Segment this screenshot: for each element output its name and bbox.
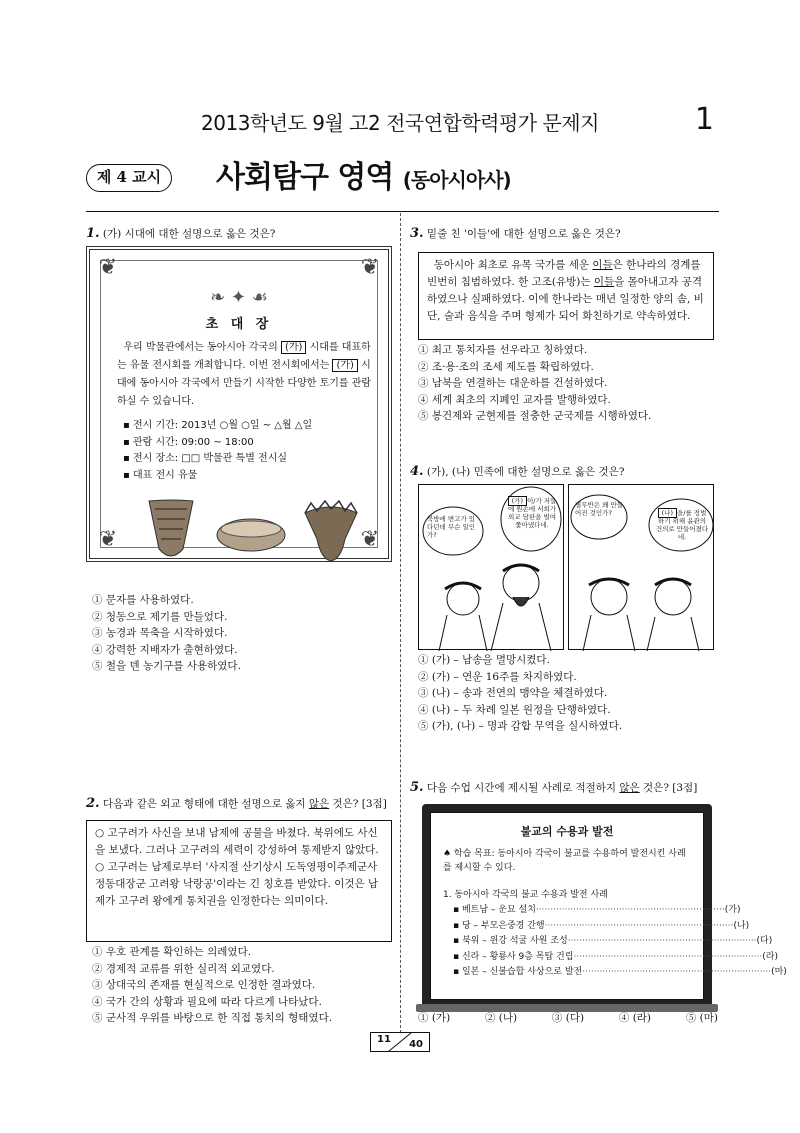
speech-bubble-4 [655,509,709,541]
prompt-text: 밑줄 친 '이들'에 대한 설명으로 옳은 것은? [426,228,621,240]
source-text: 은 한나라의 경계를 빈번히 침범하였다. 한 고조(유방)는 [427,259,701,288]
underlined-idle: 이들 [593,276,615,288]
question-3-options [418,342,718,425]
corner-ornament-icon: ❦ [360,527,380,552]
case-text: ▪ 베트남 – 운묘 설치 [453,905,536,915]
option-1[interactable]: ① 우호 관계를 확인하는 의례였다. [92,946,252,958]
current-page: 11 [377,1034,391,1045]
info-item: ▪ 전시 장소: □□ 박물관 특별 전시실 [123,453,288,464]
speech-bubble-2 [507,497,557,529]
question-5-options [418,1010,718,1027]
option-3[interactable]: ③ (나) – 송과 전연의 맹약을 체결하였다. [418,687,608,699]
board-title: 불교의 수용과 발전 [520,825,614,838]
invitation-title: 초 대 장 [205,317,273,332]
blank-ga: (가) [508,496,527,506]
list-item [453,934,773,950]
blank-ga: (가) [281,341,306,354]
corner-ornament-icon: ❦ [98,527,118,552]
leader-dots: ·································································· [544,920,734,931]
session-badge: 제 4 교시 [86,164,172,192]
list-item [453,950,778,966]
source-paragraph: ○ 고구려는 남제로부터 '사지절 산기상시 도독영평이주제군사 정동대장군 고려왕 낙랑공'이라는 긴 칭호를 받았다. 이것은 남제가 고구려 왕에게 통치권을 인정한다는 의미이다. [95,861,379,907]
case-tag: (나) [733,920,750,931]
option-4[interactable]: ④ 강력한 지배자가 출현하였다. [92,643,238,656]
prompt-text: 것은? [3점] [643,782,698,794]
header-rule [86,211,719,212]
invitation-body [117,339,373,411]
option-2[interactable]: ② (나) [484,1012,518,1024]
prompt-emphasis: 않은 [308,798,330,810]
case-tag: (가) [724,905,741,915]
list-heading: 1. 동아시아 각국의 불교 수용과 발전 사례 [443,890,608,900]
info-item: ▪ 관람 시간: 09:00 ~ 18:00 [123,436,254,448]
question-2-prompt [86,796,396,811]
blank-na: (나) [658,508,677,518]
flame-rim-pot-icon [305,507,357,561]
case-tag: (마) [771,967,787,977]
option-1[interactable]: ① 문자를 사용하였다. [92,594,194,606]
page-number: 1 [694,102,714,137]
question-1-prompt [86,226,392,241]
blackboard [422,804,787,1008]
list-item [453,965,787,981]
prompt-text: 다음과 같은 외교 형태에 대한 설명으로 옳지 [102,798,306,810]
source-text: 을 몰아내고자 공격하였으나 실패하였다. 이에 한나라는 매년 일정한 양의 솜, 비단, 술과 음식을 주며 형제가 되어 화친하기로 약속하였다. [427,276,704,322]
option-3[interactable]: ③ 남북을 연결하는 대운하를 건설하였다. [418,377,608,389]
question-4-options [418,652,718,735]
case-text: ▪ 신라 – 황룡사 9층 목탑 건립 [453,951,574,962]
option-3[interactable]: ③ 상대국의 존재를 현실적으로 인정한 결과였다. [92,979,316,991]
option-2[interactable]: ② 청동으로 제기를 만들었다. [92,610,228,623]
learning-goal: ♠ 학습 목표: 동아시아 각국이 불교를 수용하여 발전시킨 사례를 제시할 수 있다. [443,849,686,873]
case-text: ▪ 북위 – 윈강 석굴 사원 조성 [453,936,568,946]
invitation-text: 시대를 대표하는 유물 전시회를 개최합니다. 이번 전시회에서는 [117,342,371,371]
option-2[interactable]: ② 경제적 교류를 위한 실리적 외교였다. [92,962,275,975]
case-tag: (다) [756,936,773,946]
comic-strip [418,484,714,650]
option-4[interactable]: ④ 국가 간의 상황과 필요에 따라 다르게 나타났다. [92,995,322,1008]
subject-title [216,152,511,196]
option-5[interactable]: ⑤ 봉건제와 군현제를 절충한 군국제를 시행하였다. [418,410,652,422]
case-text: ▪ 당 – 부모은중경 간행 [453,920,545,931]
option-3[interactable]: ③ 농경과 목축을 시작하였다. [92,627,228,639]
pottery-images [131,499,361,565]
flourish-ornament-icon: ❧ ✦ ☙ [210,287,268,308]
leader-dots: ·································································· [582,967,772,977]
column-divider [400,213,401,1033]
source-text: 동아시아 최초로 유목 국가를 세운 [433,259,590,271]
option-5[interactable]: ⑤ (마) [685,1012,718,1024]
question-number: 5. [410,780,424,795]
subject-name: 사회탐구 영역 [216,160,394,195]
option-5[interactable]: ⑤ 철을 덴 농기구를 사용하였다. [92,660,241,672]
list-item [453,903,741,919]
info-item: ▪ 대표 전시 유물 [123,469,198,481]
invitation-text: 시대에 동아시아 각국에서 만들기 시작한 다양한 토기를 관람하실 수 있습니다. [117,360,372,407]
invitation-frame [86,246,392,562]
question-number: 1. [86,226,100,241]
source-paragraph: ○ 고구려가 사신을 보내 남제에 공물을 바쳤다. 북위에도 사신을 보냈다. 그러나 고구려의 세력이 강성하여 통제받지 않았다. [95,827,379,856]
prompt-text: (가), (나) 민족에 대한 설명으로 옳은 것은? [426,466,625,478]
option-4[interactable]: ④ 세계 최초의 지폐인 교자를 발행하였다. [418,393,611,406]
question-number: 3. [410,226,424,241]
option-1[interactable]: ① 최고 통치자를 선우라고 칭하였다. [418,344,588,356]
option-1[interactable]: ① (가) – 남송을 멸망시켰다. [418,654,550,666]
info-item: ▪ 전시 기간: 2013년 ○월 ○일 ~ △월 △일 [123,420,313,431]
question-5-prompt [410,780,720,795]
speech-bubble-3: 별무반은 왜 만들어진 것인가? [575,501,624,517]
corner-ornament-icon: ❦ [360,255,380,280]
bubble-text: 을/를 정벌하기 위해 윤관의 건의로 만들어졌다네. [655,509,709,541]
invitation-text: 우리 박물관에서는 동아시아 각국의 [123,342,278,353]
leader-dots: ·································································· [573,951,763,962]
speech-bubble-1: 북방에 변고가 있다던데 무슨 일인가? [427,515,476,539]
question-3-prompt [410,226,720,241]
prompt-text: 다음 수업 시간에 제시될 사례로 적절하지 [426,782,617,794]
exhibition-info-list [123,418,312,484]
total-pages: 40 [409,1039,423,1050]
question-number: 4. [410,464,424,479]
prompt-emphasis: 않은 [619,782,640,794]
question-number: 2. [86,796,100,811]
option-1[interactable]: ① (가) [418,1012,451,1024]
option-4[interactable]: ④ (라) [618,1012,652,1024]
comic-panel-2 [568,484,714,650]
option-2[interactable]: ② 조·용·조의 조세 제도를 확립하였다. [418,360,594,373]
question-3-source [418,252,714,340]
list-item [453,919,750,935]
option-2[interactable]: ② (가) – 연운 16주를 차지하였다. [418,670,577,683]
question-2-options [92,944,392,1027]
option-5[interactable]: ⑤ 군사적 우위를 바탕으로 한 직접 통치의 형태였다. [92,1012,333,1024]
exam-header-title: 2013학년도 9월 고2 전국연합학력평가 문제지 [201,111,599,135]
option-3[interactable]: ③ (다) [551,1012,585,1024]
question-1-options [92,592,392,675]
corner-ornament-icon: ❦ [98,255,118,280]
underlined-idle: 이들 [592,259,613,271]
leader-dots: ·································································· [535,905,725,915]
bubble-text: 이/가 저들에 원손에 서희가 외교 담판을 벌여 쫓아냈다네. [507,497,557,529]
leader-dots: ·································································· [567,936,757,946]
comic-panel-1 [418,484,564,650]
option-5[interactable]: ⑤ (가), (나) – 명과 감합 무역을 실시하였다. [418,720,623,732]
question-4-prompt [410,464,720,479]
case-tag: (라) [762,951,778,962]
case-list [453,903,787,981]
subject-subname: (동아시아사) [402,168,511,192]
option-4[interactable]: ④ (나) – 두 차례 일본 원정을 단행하였다. [418,703,611,716]
prompt-text: (가) 시대에 대한 설명으로 옳은 것은? [102,228,276,240]
page-counter [370,1032,430,1052]
prompt-text: 것은? [3점] [332,798,387,810]
case-text: ▪ 일본 – 신불습합 사상으로 발전 [453,967,583,977]
blank-ga: (가) [332,359,357,372]
question-2-source [86,820,392,942]
